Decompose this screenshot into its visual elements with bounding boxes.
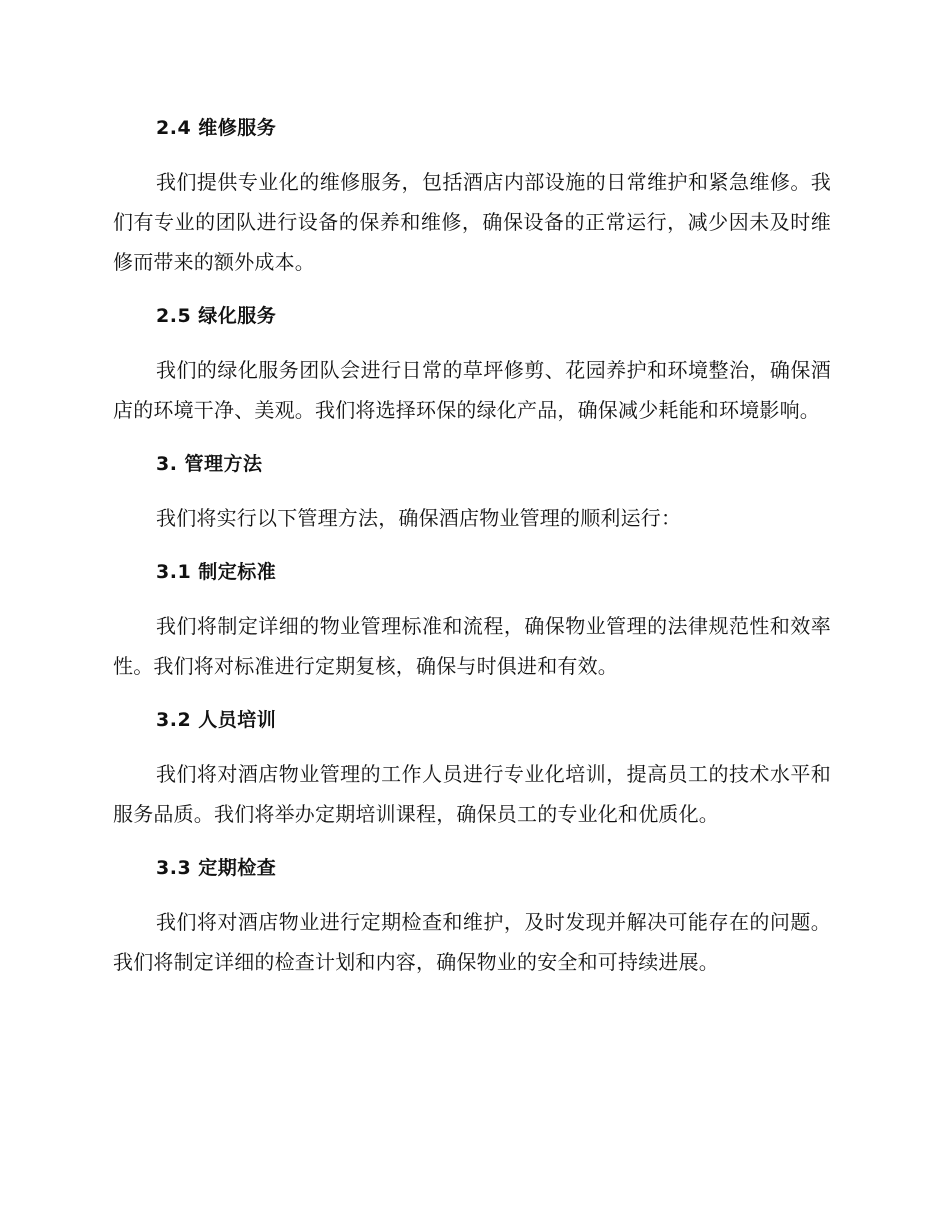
section-body-2-4: 我们提供专业化的维修服务，包括酒店内部设施的日常维护和紧急维修。我们有专业的团队进行设备的保养和维修，确保设备的正常运行，减少因未及时维修而带来的额外成本。 <box>113 170 831 274</box>
document-content <box>113 108 831 982</box>
section-heading-2-4: 2.4 维修服务 <box>156 117 277 139</box>
section-heading-3-2: 3.2 人员培训 <box>156 709 277 731</box>
section-heading-3-3: 3.3 定期检查 <box>156 857 277 879</box>
section-heading-2-5: 2.5 绿化服务 <box>156 305 277 327</box>
section-body-3-3: 我们将对酒店物业进行定期检查和维护，及时发现并解决可能存在的问题。我们将制定详细的检查计划和内容，确保物业的安全和可持续进展。 <box>113 910 831 974</box>
section-body-3-2: 我们将对酒店物业管理的工作人员进行专业化培训，提高员工的技术水平和服务品质。我们将举办定期培训课程，确保员工的专业化和优质化。 <box>113 762 831 826</box>
section-heading-3: 3. 管理方法 <box>156 453 263 475</box>
section-body-3: 我们将实行以下管理方法，确保酒店物业管理的顺利运行： <box>156 506 682 530</box>
section-body-2-5: 我们的绿化服务团队会进行日常的草坪修剪、花园养护和环境整治，确保酒店的环境干净、美观。我们将选择环保的绿化产品，确保减少耗能和环境影响。 <box>113 358 831 422</box>
section-body-3-1: 我们将制定详细的物业管理标准和流程，确保物业管理的法律规范性和效率性。我们将对标准进行定期复核，确保与时俱进和有效。 <box>113 614 831 678</box>
section-heading-3-1: 3.1 制定标准 <box>156 561 277 583</box>
